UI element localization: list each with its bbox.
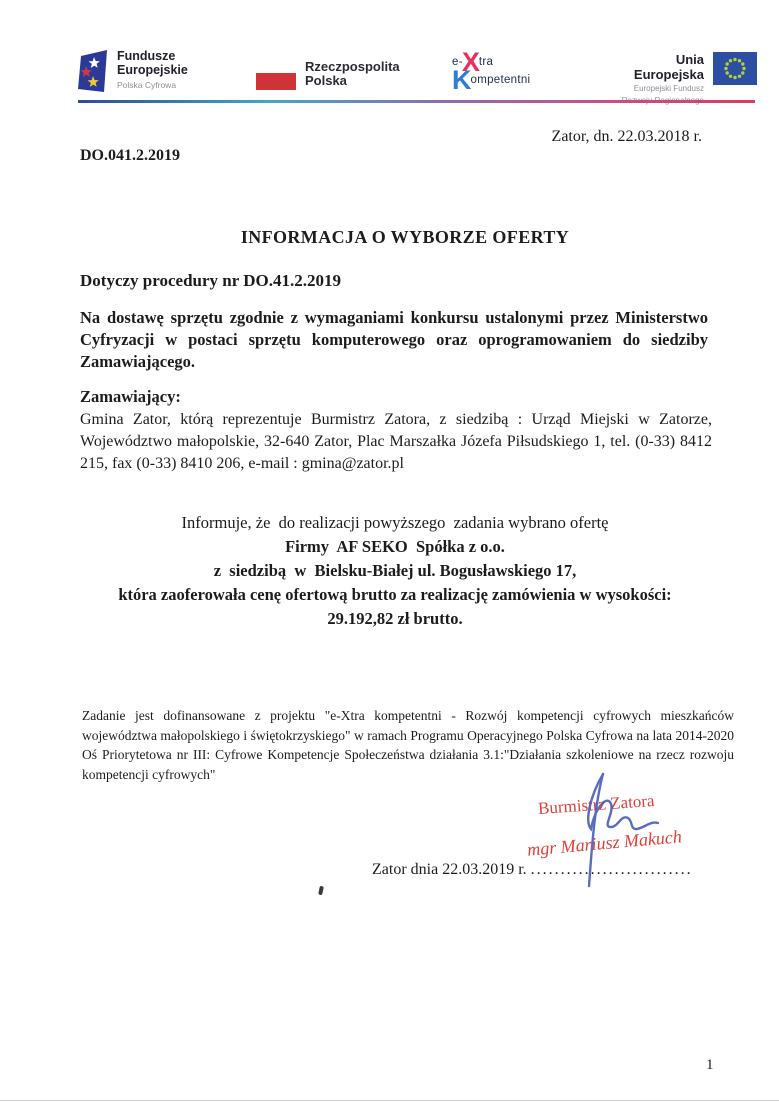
fe-logo-text <box>117 50 188 100</box>
purchaser-label: Zamawiający: <box>80 387 181 406</box>
signature-dotted-line: ........................... <box>530 861 693 878</box>
rp-name-line2: Polska <box>305 73 347 88</box>
scan-edge-line <box>0 1100 779 1101</box>
rp-logo-text <box>305 60 400 90</box>
procedure-line: Dotyczy procedury nr DO.41.2.2019 <box>80 271 341 290</box>
extra-x-letter: X <box>461 47 480 77</box>
eu-subtitle-1: Europejski Fundusz <box>633 84 704 93</box>
decision-block <box>80 511 710 631</box>
ink-speck <box>318 886 324 896</box>
extra-kompetentni-logo <box>452 47 531 95</box>
document-title: INFORMACJA O WYBORZE OFERTY <box>240 227 570 247</box>
eu-name: Unia Europejska <box>633 52 704 82</box>
eu-logo-text <box>604 52 704 105</box>
stamp-name: mgr Mariusz Makuch <box>526 826 683 860</box>
decision-price: 29.192,82 zł brutto. <box>327 609 463 628</box>
decision-address: z siedzibą w Bielsku-Białej ul. Bogusławskiego 17, <box>213 561 577 580</box>
page-number: 1 <box>706 1057 714 1073</box>
rzeczpospolita-polska-logo <box>256 60 400 90</box>
signature-date-line <box>372 861 693 879</box>
subject-paragraph: Na dostawę sprzętu zgodnie z wymaganiami konkursu ustalonymi przez Ministerstwo Cyfryzacji w postaci sprzętu komputerowego oraz oprogramowaniem do siedziby Zamawiającego. <box>80 308 708 371</box>
stamp-title: Burmistrz Zatora <box>537 790 656 819</box>
extra-e: e- <box>452 56 463 68</box>
poland-flag-icon <box>256 73 296 90</box>
unia-europejska-logo <box>604 52 757 105</box>
fundusze-europejskie-logo <box>78 50 188 100</box>
reference-number: DO.041.2.2019 <box>80 147 180 164</box>
decision-company: Firmy AF SEKO Spółka z o.o. <box>285 537 505 556</box>
extra-ompetentni: ompetentni <box>470 74 531 86</box>
document-date: Zator, dn. 22.03.2018 r. <box>551 128 702 145</box>
decision-intro: Informuje, że do realizacji powyższego zadania wybrano ofertę <box>181 513 609 532</box>
fe-flag-icon <box>78 50 108 100</box>
signature-date-label: Zator dnia 22.03.2019 r. <box>372 861 531 878</box>
extra-tra: tra <box>478 56 494 68</box>
fe-name-line1: Fundusze <box>117 49 176 63</box>
funding-paragraph: Zadanie jest dofinansowane z projektu "e-Xtra kompetentni - Rozwój kompetencji cyfrowych mieszkańców województwa małopolskiego i świętokrzyskiego" w ramach Programu Operacyjnego Polska Cyfrowa na lata 2014-2020 Oś Priorytetowa nr III: Cyfrowe Kompetencje Społeczeństwa działania 3.1:"Działania szkoleniowe na rzecz rozwoju kompetencji cyfrowych" <box>82 708 734 782</box>
extra-k-letter: K <box>452 65 472 95</box>
fe-subtitle: Polska Cyfrowa <box>117 80 177 90</box>
fe-name-line2: Europejskie <box>117 62 188 77</box>
purchaser-details: Gmina Zator, którą reprezentuje Burmistrz Zatora, z siedzibą : Urząd Miejski w Zatorze, Województwo małopolskie, 32-640 Zator, Plac Marszałka Józefa Piłsudskiego 1, tel. (0-33) 8412 215, fax (0-33) 8410 206, e-mail : gmina@zator.pl <box>80 411 712 472</box>
rp-name-line1: Rzeczpospolita <box>305 59 400 74</box>
extra-logo-line2 <box>452 65 531 95</box>
eu-flag-icon <box>713 52 757 105</box>
header-gradient-rule <box>78 100 755 103</box>
decision-price-line: która zaoferowała cenę ofertową brutto za realizację zamówienia w wysokości: <box>118 585 672 604</box>
